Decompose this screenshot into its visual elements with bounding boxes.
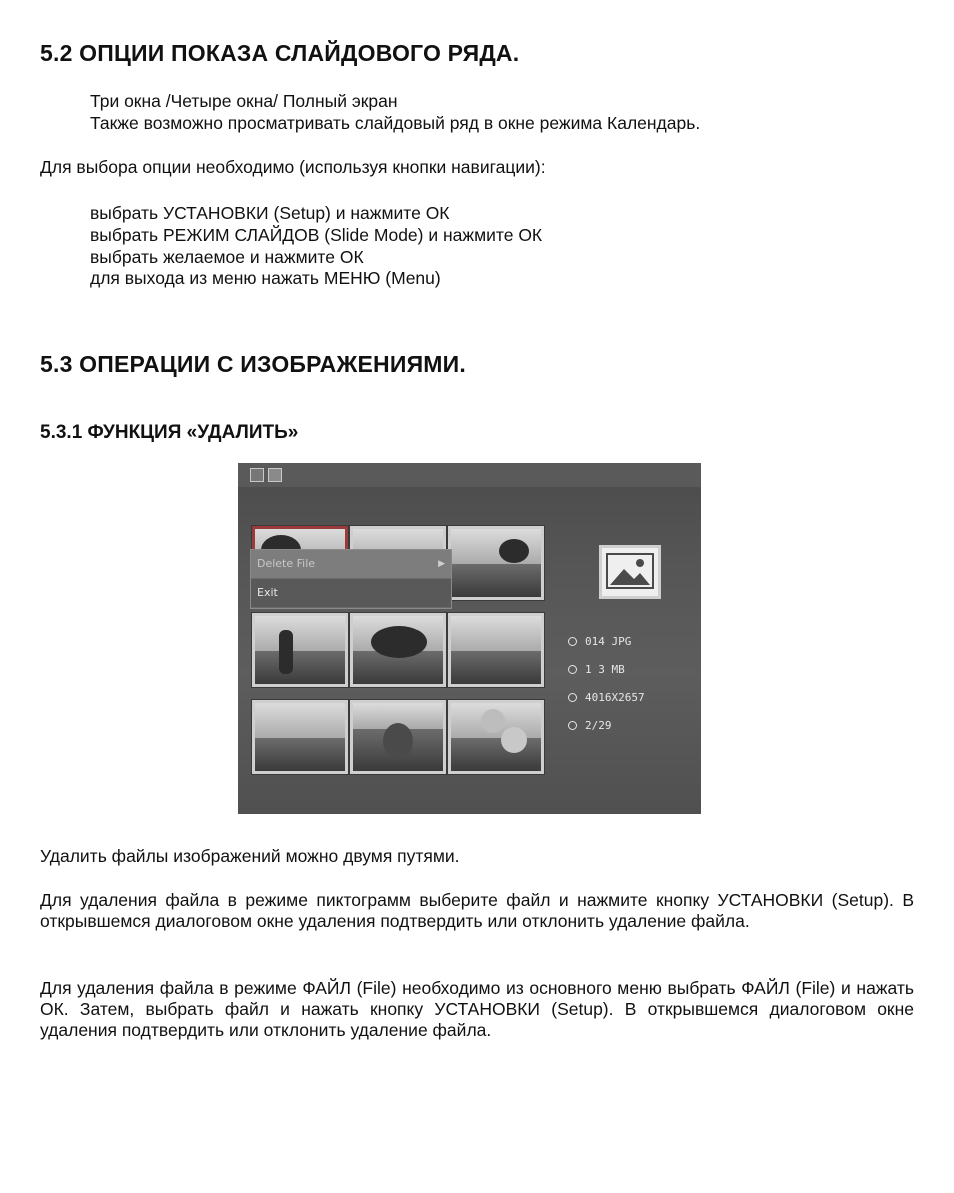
file-mode-delete-paragraph: Для удаления файла в режиме ФАЙЛ (File) необходимо из основного меню выбрать ФАЙЛ (File) и нажать ОК. Затем, выбрать файл и нажать кнопку УСТАНОВКИ (Setup). В открывшемся диалоговом окне удаления подтвердить или отклонить удаление файла. — [40, 978, 914, 1040]
section-5-3-heading: 5.3 ОПЕРАЦИИ С ИЗОБРАЖЕНИЯМИ. — [40, 351, 466, 377]
file-info-index: 2/29 — [568, 719, 612, 732]
photo-frame-screenshot — [238, 463, 701, 814]
file-icon — [250, 468, 264, 482]
file-info-resolution: 4016X2657 — [568, 691, 645, 704]
thumbnail-mode-delete-paragraph: Для удаления файла в режиме пиктограмм выберите файл и нажмите кнопку УСТАНОВКИ (Setup). В открывшемся диалоговом окне удаления подтвердить или отклонить удаление файла. — [40, 890, 914, 931]
file-info-name: 014 JPG — [568, 635, 631, 648]
bullet-icon — [568, 637, 577, 646]
instructions-intro: Для выбора опции необходимо (используя кнопки навигации): — [40, 157, 546, 177]
step-4: для выхода из меню нажать МЕНЮ (Menu) — [90, 268, 441, 288]
thumbnail — [448, 613, 544, 687]
context-menu — [250, 549, 452, 609]
menu-item-exit[interactable] — [251, 579, 451, 607]
thumbnail — [448, 526, 544, 600]
section-5-2-heading: 5.2 ОПЦИИ ПОКАЗА СЛАЙДОВОГО РЯДА. — [40, 40, 520, 66]
step-1: выбрать УСТАНОВКИ (Setup) и нажмите ОК — [90, 203, 450, 223]
step-2: выбрать РЕЖИМ СЛАЙДОВ (Slide Mode) и нажмите ОК — [90, 225, 543, 245]
bullet-icon — [568, 693, 577, 702]
step-3: выбрать желаемое и нажмите ОК — [90, 247, 364, 267]
bullet-icon — [568, 721, 577, 730]
file-info-size: 1 3 MB — [568, 663, 625, 676]
screen-top-bar — [238, 463, 701, 487]
photo-icon — [268, 468, 282, 482]
calendar-mode-line: Также возможно просматривать слайдовый ряд в окне режима Календарь. — [90, 113, 701, 133]
delete-ways-text: Удалить файлы изображений можно двумя путями. — [40, 846, 460, 866]
section-5-3-1-heading: 5.3.1 ФУНКЦИЯ «УДАЛИТЬ» — [40, 422, 299, 443]
chevron-right-icon: ▶ — [438, 559, 445, 569]
thumbnail — [252, 613, 348, 687]
bullet-icon — [568, 665, 577, 674]
menu-item-label: Exit — [257, 586, 278, 599]
menu-item-delete-file[interactable] — [251, 550, 451, 578]
thumbnail — [448, 700, 544, 774]
image-preview-icon — [599, 545, 661, 599]
thumbnail — [252, 700, 348, 774]
thumbnail — [350, 700, 446, 774]
slideshow-options-line: Три окна /Четыре окна/ Полный экран — [90, 91, 398, 111]
thumbnail — [350, 613, 446, 687]
menu-item-label: Delete File — [257, 557, 316, 570]
